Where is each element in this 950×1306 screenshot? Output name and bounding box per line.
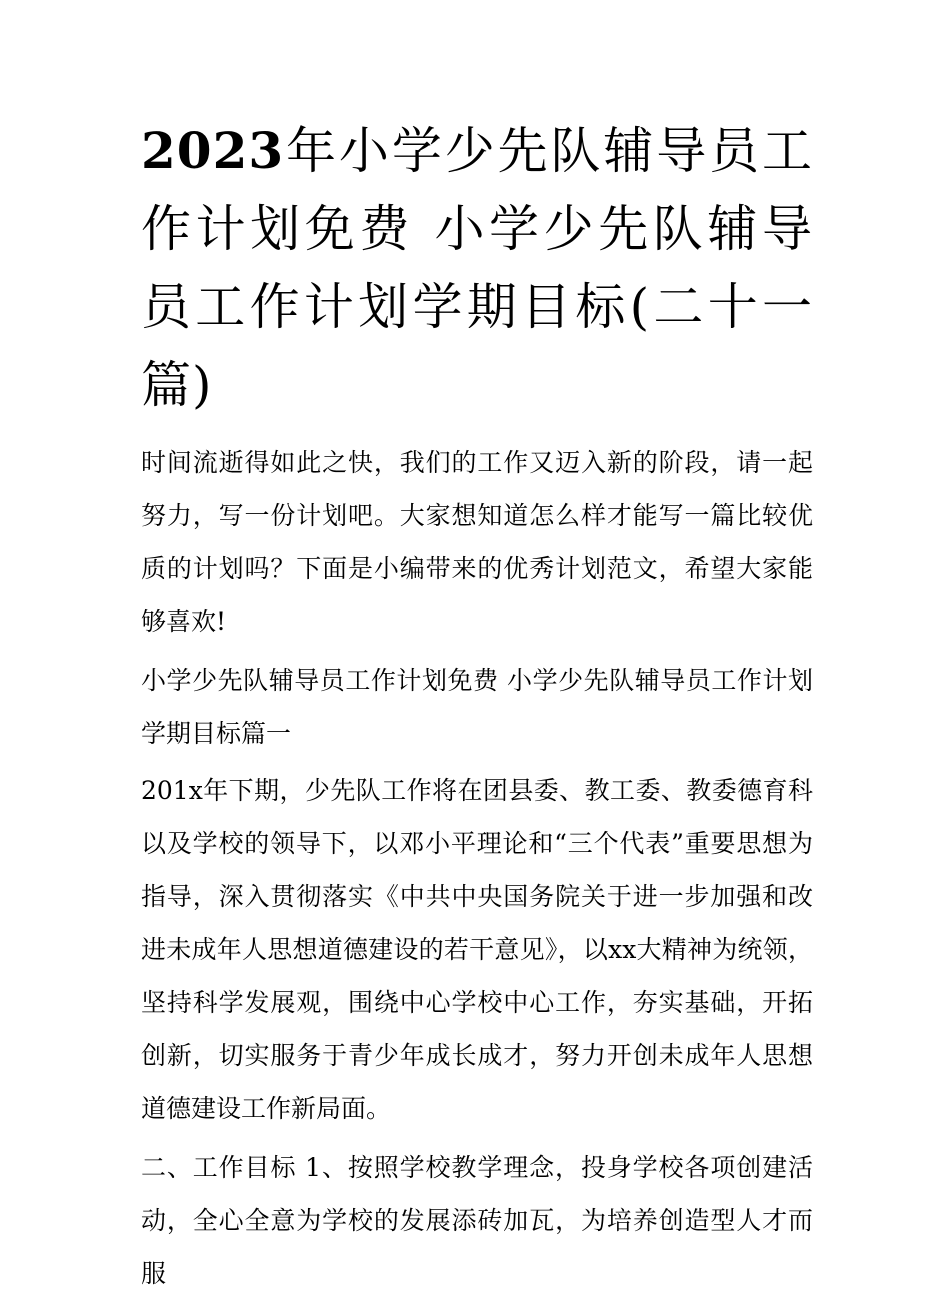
goals-paragraph: 二、工作目标 1、按照学校教学理念，投身学校各项创建活动，全心全意为学校的发展添砖加瓦，为培养创造型人才而服 (141, 1153, 813, 1288)
section-heading: 小学少先队辅导员工作计划免费 小学少先队辅导员工作计划学期目标篇一 (141, 666, 813, 748)
body-paragraph: 201x年下期，少先队工作将在团县委、教工委、教委德育科以及学校的领导下，以邓小平理论和“三个代表”重要思想为指导，深入贯彻落实《中共中央国务院关于进一步加强和改进未成年人思想道德建设的若干意见》，以xx大精神为统领，坚持科学发展观，围绕中心学校中心工作，夯实基础，开拓创新，切实服务于青少年成长成才，努力开创未成年人思想道德建设工作新局面。 (141, 776, 813, 1123)
intro-paragraph: 时间流逝得如此之快，我们的工作又迈入新的阶段，请一起努力，写一份计划吧。大家想知道怎么样才能写一篇比较优质的计划吗？下面是小编带来的优秀计划范文，希望大家能够喜欢! (141, 448, 813, 636)
title-year: 2023 (141, 121, 285, 180)
document-page (141, 112, 813, 1306)
document-body (141, 436, 813, 1300)
title-text: 年小学少先队辅导员工作计划免费 小学少先队辅导员工作计划学期目标(二十一篇) (141, 122, 813, 414)
document-title (141, 112, 813, 424)
